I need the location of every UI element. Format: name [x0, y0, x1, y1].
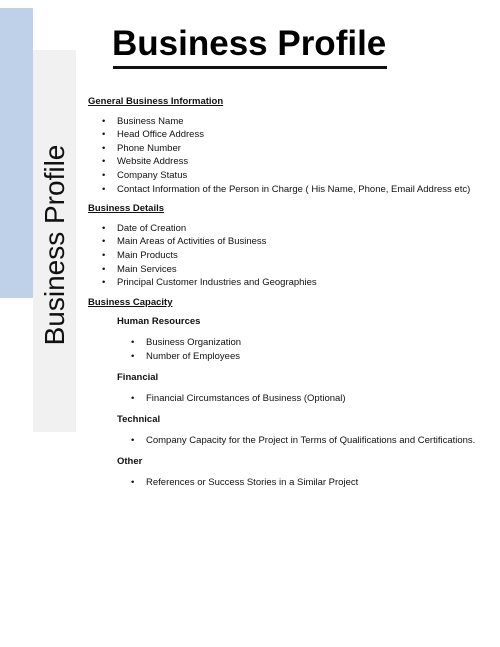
list-item: • Date of Creation — [117, 222, 488, 236]
list-item: • Phone Number — [117, 142, 488, 156]
subsection-technical — [88, 413, 488, 447]
bullet-list — [88, 115, 488, 197]
section-heading: Business Details — [88, 203, 165, 215]
subsection-heading: Financial — [117, 372, 159, 384]
list-item: • References or Success Stories in a Similar Project — [146, 476, 488, 490]
subsection-heading: Other — [117, 456, 143, 468]
list-item: • Business Name — [117, 115, 488, 129]
subsection-human-resources — [88, 315, 488, 363]
blue-accent-block — [0, 8, 33, 298]
section-heading: Business Capacity — [88, 296, 173, 308]
list-item: • Main Products — [117, 249, 488, 263]
bullet-list — [117, 434, 488, 448]
list-item: • Company Status — [117, 169, 488, 183]
bullet-list — [88, 222, 488, 290]
list-item: • Main Areas of Activities of Business — [117, 235, 488, 249]
list-item: • Number of Employees — [146, 350, 488, 364]
subsection-other — [88, 455, 488, 489]
list-item: • Main Services — [117, 263, 488, 277]
document-body — [88, 95, 488, 498]
list-item: • Financial Circumstances of Business (Optional) — [146, 392, 488, 406]
bullet-list — [117, 336, 488, 363]
section-business-details — [88, 202, 488, 290]
section-business-capacity — [88, 296, 488, 490]
subsection-financial — [88, 371, 488, 405]
list-item: • Business Organization — [146, 336, 488, 350]
subsection-heading: Human Resources — [117, 316, 201, 328]
bullet-list — [117, 476, 488, 490]
list-item: • Contact Information of the Person in Charge ( His Name, Phone, Email Address etc) — [117, 183, 488, 197]
subsection-heading: Technical — [117, 414, 161, 426]
page-title: Business Profile — [112, 24, 387, 63]
bullet-list — [117, 392, 488, 406]
list-item: • Head Office Address — [117, 128, 488, 142]
title-underline — [113, 66, 387, 69]
list-item: • Website Address — [117, 155, 488, 169]
section-heading: General Business Information — [88, 96, 224, 107]
list-item: • Principal Customer Industries and Geographies — [117, 276, 488, 290]
list-item: • Company Capacity for the Project in Terms of Qualifications and Certifications. — [146, 434, 488, 448]
side-title: Business Profile — [39, 144, 70, 346]
section-general-info — [88, 95, 488, 196]
